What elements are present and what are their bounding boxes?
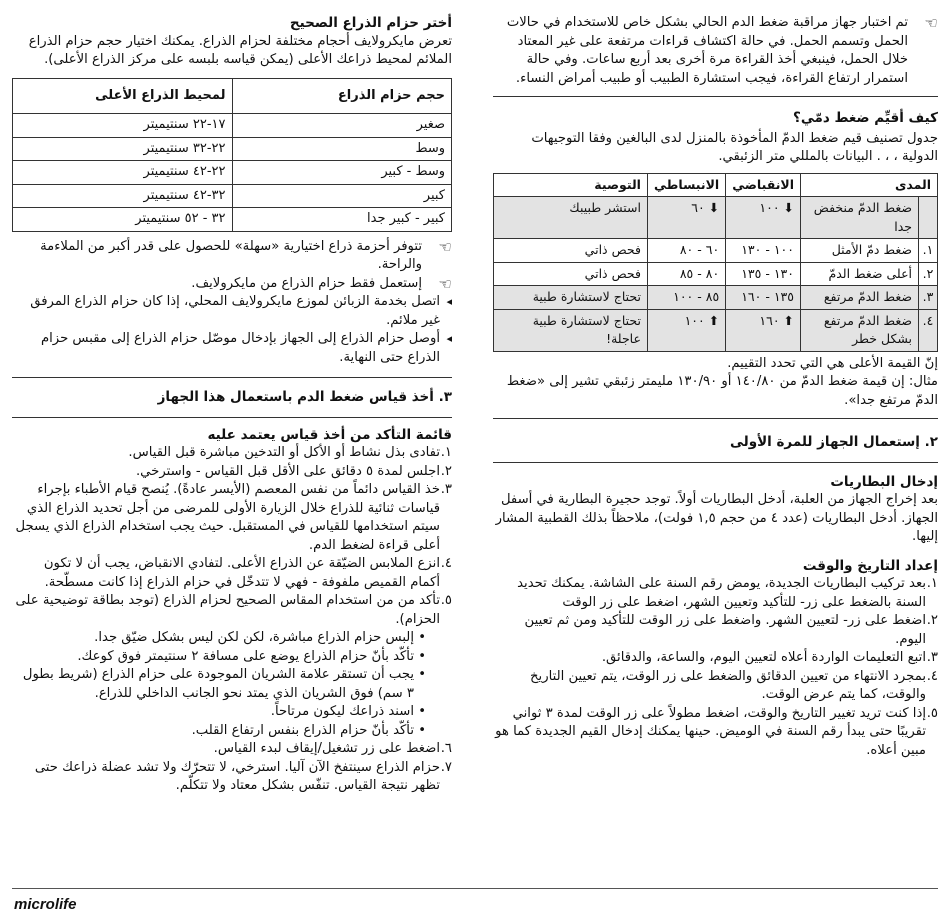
- row-sys: ١٠٠ - ١٣٠: [726, 239, 801, 263]
- list-item: ◂ اتصل بخدمة الزبائن لموزع مايكرولايف المحلي، إذا كان حزام الذراع المرفق غير ملائم.: [12, 293, 452, 330]
- list-item: ٢. اجلس لمدة ٥ دقائق على الأقل قبل القياس - واسترخي.: [135, 463, 452, 479]
- section-2-title: ٢. إستعمال الجهاز للمرة الأولى: [729, 434, 938, 450]
- table-row: صغير ١٧-٢٢ سنتيميتر: [13, 114, 452, 138]
- divider: [493, 462, 938, 463]
- row-rec: استشر طبيبك: [494, 197, 648, 239]
- list-item: • إلبس حزام الذراع مباشرة، لكن لكن ليس بشكل ضيّق جدا.: [12, 629, 426, 648]
- row-rec: تحتاج لاستشارة طبية عاجلة!: [494, 309, 648, 351]
- measure-steps: [12, 740, 452, 796]
- checklist-title: قائمة التأكد من أخذ قياس يعتمد عليه: [207, 426, 452, 443]
- row-sys: ⬆ ١٦٠: [726, 309, 801, 351]
- cuff-fit-bullets: [12, 629, 452, 740]
- col-arm-circ-header: لمحيط الذراع الأعلى: [13, 78, 233, 114]
- list-item: ٥. إذا كنت تريد تغيير التاريخ والوقت، اضغط مطولاً على زر الوقت لمدة ٣ ثواني تقريبًا حتى يبدأ رقم السنة في الوميض. حينها يمكنك إدخال القيم الجديدة كما هو مبين أعلاه.: [495, 705, 938, 758]
- row-dia: ٨٠ - ٨٥: [647, 262, 725, 286]
- row-dia: ⬆ ١٠٠: [647, 309, 725, 351]
- divider: [493, 418, 938, 419]
- pointing-hand-icon: ☜: [924, 14, 938, 32]
- list-item: ◂ أوصل حزام الذراع إلى الجهاز بإدخال موصّل حزام الذراع إلى مقبس حزام الذراع حتى النهاية.: [12, 330, 452, 367]
- list-item: ١. تفادى بذل نشاط أو الأكل أو التدخين مباشرة قبل القياس.: [128, 445, 452, 460]
- pregnancy-note-text: تم اختبار جهاز مراقبة ضغط الدم الحالي بشكل خاص للاستخدام في حالات الحمل وتسمم الحمل. في حالة اكتشاف قراءات مرتفعة على غير المعتاد خلال الحمل، فينبغي أخذ القراءة مرة أخرى بعد أربع ساعات. وفي حالة استمرار ارتفاع القراءة، فيجب استشارة الطبيب أو طبيب أمراض النساء.: [506, 15, 908, 86]
- row-sys: ١٣٠ - ١٣٥: [726, 262, 801, 286]
- eval-text-1: جدول تصنيف قيم ضغط الدمّ المأخوذة بالمنزل لدى البالغين وفقا التوجيهات: [531, 130, 938, 146]
- table-row: وسط ٢٢-٣٢ سنتيميتر: [13, 137, 452, 161]
- date-time-steps: [493, 575, 938, 760]
- cuff-text: تعرض مايكرولايف أحجام مختلفة لحزام الذراع. يمكنك اختيار حجم حزام الذراع الملائم لمحيط ذراعك الأعلى (يمكن قياسه بلبسه على مركز الذراع الأعلى).: [28, 33, 452, 67]
- cuff-instructions: [12, 293, 452, 367]
- row-sys: ⬇ ١٠٠: [726, 197, 801, 239]
- row-num: ٤.: [919, 309, 938, 351]
- list-item: ٢. اضغط على زر- لتعيين الشهر. واضغط على زر الوقت للتأكيد ومن ثم تعيين اليوم.: [524, 613, 938, 647]
- list-item: ٧. حزام الذراع سينتفخ الآن آليا. استرخي، لا تتحرّك ولا تشد عضلة ذراعك حتى تظهر نتيجة القياس. تنفّس بشكل معتاد ولا تتكلّم.: [34, 759, 452, 793]
- use-microlife-cuff-note: ☜ إستعمل فقط حزام الذراع من مايكرولايف.: [191, 274, 452, 293]
- left-column: [12, 10, 452, 796]
- row-dia: ⬇ ٦٠: [647, 197, 725, 239]
- list-item: • تأكّد بأنّ حزام الذراع بنفس ارتفاع القلب.: [12, 722, 426, 741]
- table-row: وسط - كبير ٢٢-٤٢ سنتيميتر: [13, 161, 452, 185]
- table-row: كبير - كبير جدا ٣٢ - ٥٢ سنتيميتر: [13, 208, 452, 232]
- row-sys: ١٣٥ - ١٦٠: [726, 286, 801, 310]
- row-range: ضغط دمّ الأمثل: [801, 239, 919, 263]
- after-table-note-1: إنّ القيمة الأعلى هي التي تحدد التقييم.: [727, 355, 938, 371]
- list-item: ٦. اضغط على زر تشغيل/إيقاف لبدء القياس.: [213, 741, 452, 756]
- row-range: أعلى ضغط الدمّ: [801, 262, 919, 286]
- right-column: [493, 10, 938, 760]
- list-item: • اسند ذراعك ليكون مرتاحاً.: [12, 703, 426, 722]
- col-dia-header: الانبساطي: [647, 173, 725, 197]
- brand-logo: microlife: [14, 896, 77, 913]
- list-item: ٥. تأكد من من استخدام المقاس الصحيح لحزام الذراع (توجد بطاقة توضيحية على الحزام).: [15, 593, 452, 627]
- table-row: [494, 239, 938, 263]
- row-rec: تحتاج لاستشارة طبية: [494, 286, 648, 310]
- table-row: [494, 309, 938, 351]
- list-item: • تأكّد بأنّ حزام الذراع يوضع على مسافة ٢ سنتيمتر فوق كوعك.: [12, 648, 426, 667]
- table-row: [494, 286, 938, 310]
- batteries-title: إدخال البطاريات: [830, 473, 938, 490]
- pointing-hand-icon: ☜: [438, 274, 452, 293]
- list-item: ٣. اتبع التعليمات الواردة أعلاه لتعيين اليوم، والساعة، والدقائق.: [601, 650, 938, 665]
- list-item: ٤. انزع الملابس الضيّقة عن الذراع الأعلى. لتفادي الانقباض، يجب أن لا تكون أكمام القميص ملفوفة - فهي لا تتدخّل في حزام الذراع إذا كانت مسطّحة.: [43, 556, 452, 590]
- col-cuff-size-header: حجم حزام الذراع: [232, 78, 452, 114]
- row-num: ٢.: [919, 262, 938, 286]
- checklist: [12, 444, 452, 629]
- row-num: [919, 197, 938, 239]
- bp-classification-table: [493, 173, 938, 352]
- row-rec: فحص ذاتي: [494, 239, 648, 263]
- list-item: • يجب أن تستقر علامة الشريان الموجودة على حزام الذراع (شريط بطول ٣ سم) فوق الشريان الذي يمتد نحو الجانب الداخلي للذراع.: [12, 666, 426, 703]
- divider: [12, 377, 452, 378]
- row-range: ضغط الدمّ منخفض جدا: [801, 197, 919, 239]
- section-3-title: ٣. أخذ قياس ضغط الدم باستعمال هذا الجهاز: [157, 389, 452, 405]
- row-num: ١.: [919, 239, 938, 263]
- row-dia: ٨٥ - ١٠٠: [647, 286, 725, 310]
- easy-cuff-note: ☜ تتوفر أحزمة ذراع اختيارية «سهلة» للحصول على قدر أكبر من الملاءمة والراحة.: [40, 237, 452, 272]
- row-dia: ٦٠ - ٨٠: [647, 239, 725, 263]
- row-range: ضغط الدمّ مرتفع: [801, 286, 919, 310]
- table-row: كبير ٣٢-٤٢ سنتيميتر: [13, 184, 452, 208]
- row-num: ٣.: [919, 286, 938, 310]
- divider: [493, 96, 938, 97]
- col-range-header: المدى: [801, 173, 938, 197]
- table-row: [494, 197, 938, 239]
- col-sys-header: الانقباضي: [726, 173, 801, 197]
- row-rec: فحص ذاتي: [494, 262, 648, 286]
- date-time-title: إعداد التاريخ والوقت: [802, 557, 938, 574]
- table-row: [494, 262, 938, 286]
- eval-text-2: الدولية ، ، . البيانات بالمللي متر الزئبقي.: [718, 149, 938, 164]
- list-item: ١. بعد تركيب البطاريات الجديدة، يومض رقم السنة على الشاشة. يمكنك تحديد السنة بالضغط على زر- للتأكيد وتعيين الشهر، اضغط على زر الوقت: [517, 576, 938, 610]
- col-rec-header: التوصية: [494, 173, 648, 197]
- list-item: ٣. خذ القياس دائماً من نفس المعصم (الأيسر عادةً). يُنصح قيام الأطباء بإجراء قياسات ثنائية للذراع خلال الزيارة الأولى للمرضى من أجل تحديد الذراع الذي سيتم استخدامها للقياس في المستقبل. حيث يجب استخدام الذراع الذي يسجل أعلى قراءة لضغط الدم.: [15, 482, 452, 553]
- footer-divider: [12, 888, 938, 889]
- eval-title: كيف أقيِّم ضغط دمّي؟: [793, 110, 938, 126]
- cuff-title: أختر حزام الذراع الصحيح: [289, 15, 452, 31]
- batteries-text: بعد إخراج الجهاز من العلبة، أدخل البطاريات أولاً. توجد حجيرة البطارية في أسفل الجهاز. أدخل البطاريات (عدد ٤ من حجم ١,٥ فولت)، ملاحظاً بذلك القطبية المشار إليها.: [495, 492, 938, 544]
- list-item: ٤. بمجرد الانتهاء من تعيين الدقائق والضغط على زر الوقت، يتم تعيين التاريخ والوقت، كما يتم عرض الوقت.: [530, 668, 938, 702]
- cuff-size-table: [12, 78, 452, 232]
- divider: [12, 417, 452, 418]
- pregnancy-note: [493, 14, 938, 88]
- after-table-note-2: مثال: إن قيمة ضغط الدمّ من ١٤٠/٨٠ أو ١٣٠/٩٠ مليمتر زئبقي تشير إلى «ضغط الدمّ مرتفع جدا».: [506, 374, 938, 408]
- row-range: ضغط الدمّ مرتفع بشكل خطر: [801, 309, 919, 351]
- pointing-hand-icon: ☜: [438, 237, 452, 256]
